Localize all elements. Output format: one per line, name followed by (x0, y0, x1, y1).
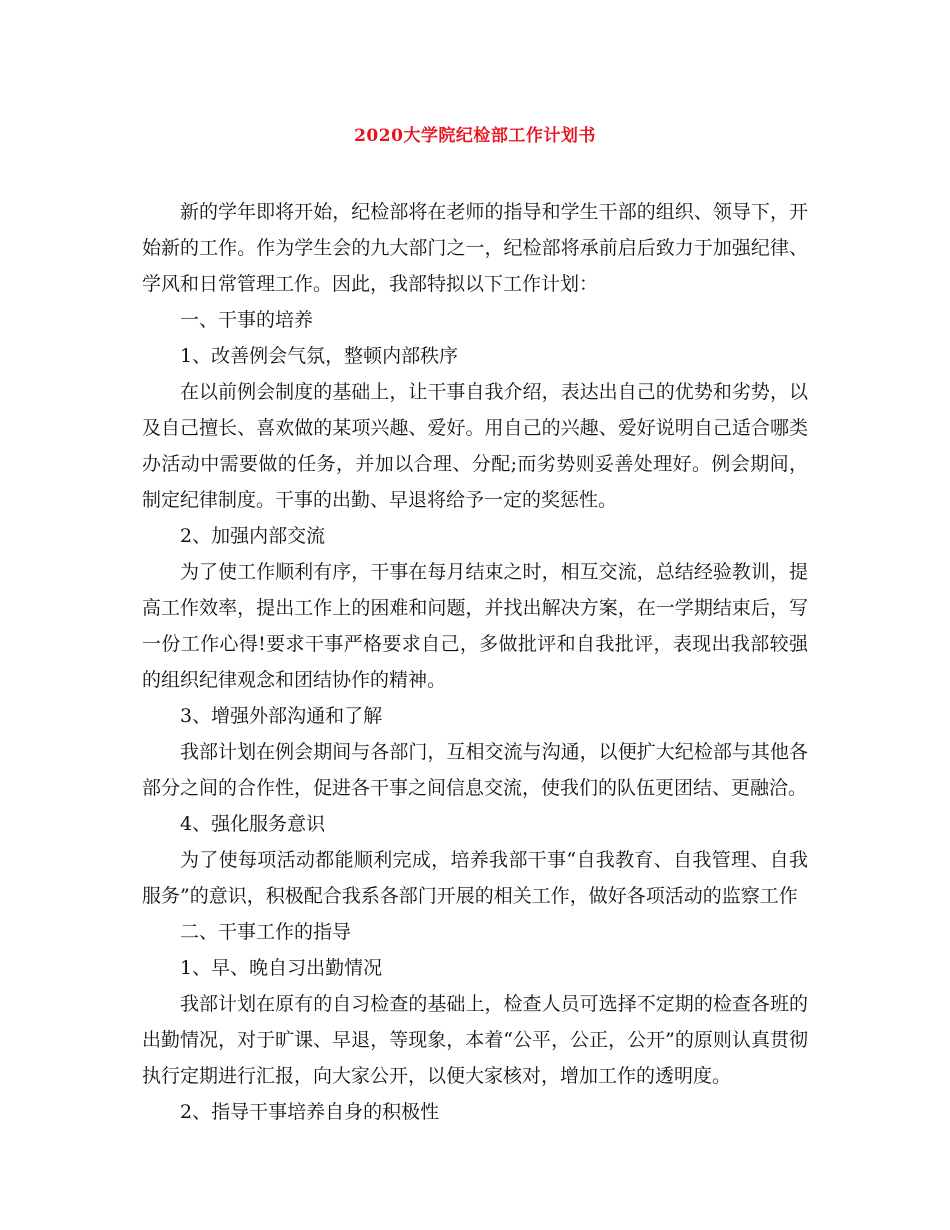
paragraph-1-1: 在以前例会制度的基础上，让干事自我介绍，表达出自己的优势和劣势，以及自己擅长、喜欢做的某项兴趣、爱好。用自己的兴趣、爱好说明自己适合哪类办活动中需要做的任务，并加以合理、分配;而劣势则妥善处理好。例会期间，制定纪律制度。干事的出勤、早退将给予一定的奖惩性。 (142, 381, 808, 511)
subsection-heading-1-4: 4、强化服务意识 (180, 813, 326, 835)
subsection-heading-1-3: 3、增强外部沟通和了解 (180, 705, 383, 727)
section-heading-2: 二、干事工作的指导 (180, 921, 352, 943)
document-title: 2020大学院纪检部工作计划书 (354, 126, 596, 146)
paragraph-1-2: 为了使工作顺利有序，干事在每月结束之时，相互交流，总结经验教训，提高工作效率，提出工作上的困难和问题，并找出解决方案，在一学期结束后，写一份工作心得!要求干事严格要求自己，多做批评和自我批评，表现出我部较强的组织纪律观念和团结协作的精神。 (142, 561, 808, 691)
document-body (142, 194, 808, 1130)
subsection-heading-1-2: 2、加强内部交流 (180, 525, 326, 547)
subsection-heading-1-1: 1、改善例会气氛，整顿内部秩序 (180, 345, 459, 367)
subsection-heading-2-1: 1、早、晚自习出勤情况 (180, 957, 383, 979)
subsection-heading-2-2: 2、指导干事培养自身的积极性 (180, 1101, 440, 1123)
paragraph-1-3: 我部计划在例会期间与各部门，互相交流与沟通，以便扩大纪检部与其他各部分之间的合作性，促进各干事之间信息交流，使我们的队伍更团结、更融洽。 (142, 741, 808, 799)
paragraph-1-4: 为了使每项活动都能顺利完成，培养我部干事“自我教育、自我管理、自我服务”的意识，积极配合我系各部门开展的相关工作，做好各项活动的监察工作 (142, 849, 808, 907)
paragraph-intro: 新的学年即将开始，纪检部将在老师的指导和学生干部的组织、领导下，开始新的工作。作为学生会的九大部门之一，纪检部将承前启后致力于加强纪律、学风和日常管理工作。因此，我部特拟以下工作计划： (142, 201, 808, 295)
section-heading-1: 一、干事的培养 (180, 309, 314, 331)
paragraph-2-1: 我部计划在原有的自习检查的基础上，检查人员可选择不定期的检查各班的出勤情况，对于旷课、早退，等现象，本着“公平，公正，公开”的原则认真贯彻执行定期进行汇报，向大家公开，以便大家核对，增加工作的透明度。 (142, 993, 808, 1087)
